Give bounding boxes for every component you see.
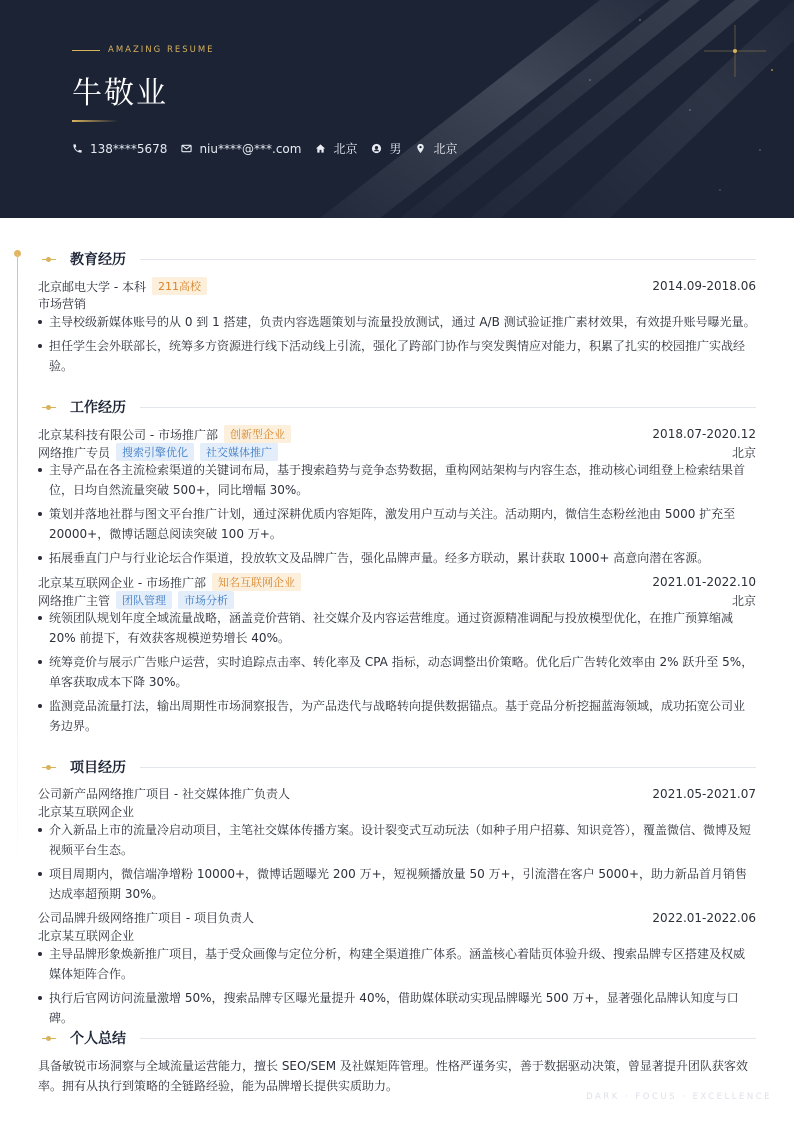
education-school: 北京邮电大学 - 本科 [38, 279, 146, 294]
section-marker-icon [42, 1038, 56, 1039]
contact-email [181, 142, 301, 156]
project-header-row [38, 909, 756, 926]
email-text: niu****@***.com [199, 141, 302, 156]
section-title-text: 工作经历 [70, 400, 126, 416]
job-role-tag: 搜索引擎优化 [116, 443, 194, 461]
education-header-row [38, 277, 756, 295]
section-divider [140, 767, 756, 768]
project-bullet: 主导品牌形象焕新推广项目，基于受众画像与定位分析，构建全渠道推广体系。涵盖核心着陆页体验升级、搜索品牌专区搭建及权威媒体矩阵合作。 [38, 944, 756, 984]
home-text: 北京 [333, 142, 358, 156]
contact-gender [371, 140, 401, 157]
job-company-tag: 创新型企业 [224, 425, 291, 443]
job-role: 网络推广主管 [38, 593, 111, 608]
job-role-row [38, 443, 756, 461]
section-title-text: 教育经历 [70, 252, 126, 268]
section-divider [140, 407, 756, 408]
job-bullet: 主导产品在各主流检索渠道的关键词布局，基于搜索趋势与竞争态势数据，重构网站架构与内容生态，推动核心词组登上检索结果首位，日均自然流量突破 500+，同比增幅 30%。 [38, 460, 756, 500]
mail-icon [181, 143, 192, 154]
job-bullet: 拓展垂直门户与行业论坛合作渠道，投放软文及品牌广告，强化品牌声量。经多方联动，累计获取 1000+ 高意向潜在客源。 [38, 548, 756, 568]
contact-home [315, 140, 357, 157]
section-work-title [42, 397, 756, 417]
job-role-tag: 团队管理 [116, 591, 172, 609]
section-divider [140, 259, 756, 260]
job-date: 2018.07-2020.12 [652, 427, 756, 441]
job-header-row [38, 425, 756, 443]
contact-bar [72, 140, 472, 157]
job-role: 网络推广专员 [38, 445, 111, 460]
education-bullet: 担任学生会外联部长，统筹多方资源进行线下活动线上引流，强化了跨部门协作与突发舆情应对能力，积累了扎实的校园推广实战经验。 [38, 336, 756, 376]
person-icon [371, 143, 382, 154]
section-summary-title [42, 1028, 756, 1048]
resume-header [0, 0, 794, 218]
section-title-text: 个人总结 [70, 1031, 126, 1047]
location-text: 北京 [433, 142, 458, 156]
name-underline [72, 120, 118, 122]
gender-text: 男 [389, 142, 402, 156]
job-city: 北京 [731, 445, 756, 460]
project-bullet: 介入新品上市的流量冷启动项目，主笔社交媒体传播方案。设计裂变式互动玩法（如种子用户招募、知识竞答），覆盖微信、微博及短视频平台生态。 [38, 820, 756, 860]
job-bullet: 统领团队规划年度全域流量战略，涵盖竞价营销、社交媒介及内容运营维度。通过资源精准调配与投放模型优化，在推广预算缩减 20% 前提下，有效获客规模逆势增长 40%。 [38, 608, 756, 648]
job-company-tag: 知名互联网企业 [212, 573, 301, 591]
project-date: 2022.01-2022.06 [652, 910, 756, 925]
job-role-tag: 市场分析 [178, 591, 234, 609]
education-date: 2014.09-2018.06 [652, 279, 756, 293]
contact-location [415, 140, 457, 157]
project-date: 2021.05-2021.07 [652, 786, 756, 801]
location-pin-icon [415, 143, 426, 154]
section-marker-icon [42, 259, 56, 260]
project-header-row [38, 785, 756, 802]
project-name: 公司新产品网络推广项目 - 社交媒体推广负责人 [38, 787, 290, 801]
job-date: 2021.01-2022.10 [652, 575, 756, 589]
section-divider [140, 1038, 756, 1039]
section-projects-title [42, 757, 756, 777]
phone-icon [72, 143, 83, 154]
job-role-row [38, 591, 756, 609]
summary-text: 具备敏锐市场洞察与全域流量运营能力，擅长 SEO/SEM 及社媒矩阵管理。性格严谨务实，善于数据驱动决策，曾显著提升团队获客效率。拥有从执行到策略的全链路经验，能为品牌增长提供实质助力。 [38, 1059, 748, 1093]
section-marker-icon [42, 407, 56, 408]
footer-tagline: DARK · FOCUS · EXCELLENCE [586, 1092, 772, 1102]
job-role-tag: 社交媒体推广 [200, 443, 278, 461]
job-city: 北京 [731, 593, 756, 608]
contact-phone [72, 142, 167, 156]
project-bullet: 执行后官网访问流量激增 50%，搜索品牌专区曝光量提升 40%，借助媒体联动实现品牌曝光 500 万+，显著强化品牌认知度与口碑。 [38, 988, 756, 1028]
education-bullet: 主导校级新媒体账号的从 0 到 1 搭建，负责内容选题策划与流量投放测试，通过 A/B 测试验证推广素材效果，有效提升账号曝光量。 [38, 312, 756, 332]
education-tag: 211高校 [152, 277, 207, 295]
home-icon [315, 143, 326, 154]
job-company: 北京某科技有限公司 - 市场推广部 [38, 427, 218, 442]
side-timeline-line [17, 254, 18, 874]
job-company: 北京某互联网企业 - 市场推广部 [38, 575, 206, 590]
job-bullet: 统筹竞价与展示广告账户运营，实时追踪点击率、转化率及 CPA 指标，动态调整出价策略。优化后广告转化效率由 2% 跃升至 5%，单客获取成本下降 30%。 [38, 652, 756, 692]
job-bullet: 监测竞品流量打法，输出周期性市场洞察报告，为产品迭代与战略转向提供数据锚点。基于竞品分析挖掘蓝海领域，成功拓宽公司业务边界。 [38, 696, 756, 736]
project-org: 北京某互联网企业 [38, 929, 135, 943]
resume-kicker [72, 45, 215, 55]
section-title-text: 项目经历 [70, 760, 126, 776]
education-major: 市场营销 [38, 297, 87, 311]
candidate-name: 牛敬业 [72, 76, 168, 111]
project-name: 公司品牌升级网络推广项目 - 项目负责人 [38, 911, 254, 925]
section-education-title [42, 249, 756, 269]
project-org: 北京某互联网企业 [38, 805, 135, 819]
job-bullet: 策划并落地社群与图文平台推广计划，通过深耕优质内容矩阵，激发用户互动与关注。活动期内，微信生态粉丝池由 5000 扩充至 20000+，微博话题总阅读突破 100 万+。 [38, 504, 756, 544]
project-bullet: 项目周期内，微信端净增粉 10000+，微博话题曝光 200 万+，短视频播放量 50 万+，引流潜在客户 5000+，助力新品首月销售达成率超预期 30%。 [38, 864, 756, 904]
kicker-text: AMAZING RESUME [108, 45, 215, 55]
section-marker-icon [42, 767, 56, 768]
phone-text: 138****5678 [90, 141, 168, 156]
job-header-row [38, 573, 756, 591]
